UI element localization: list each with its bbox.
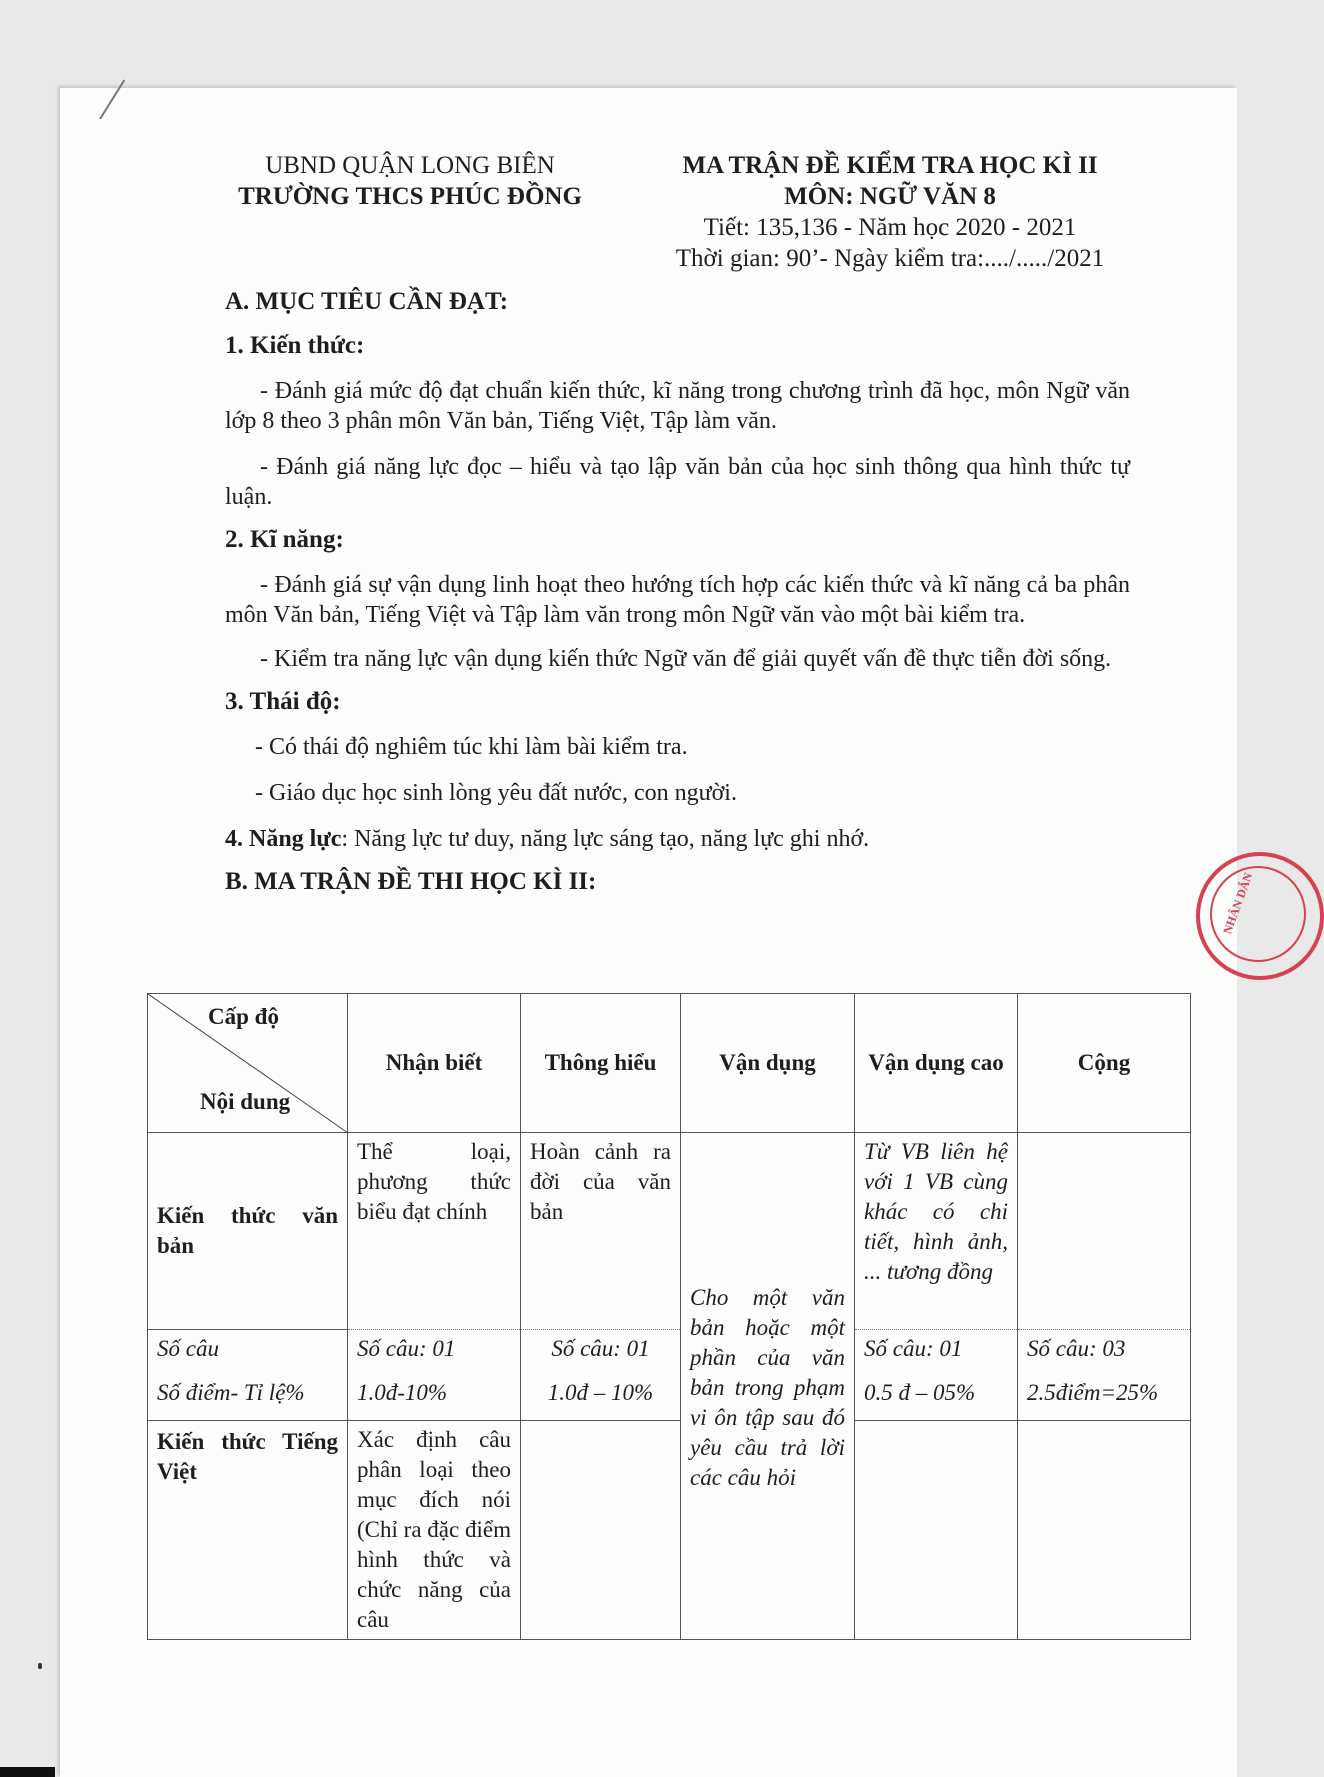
section-a-title: A. MỤC TIÊU CẦN ĐẠT: — [225, 288, 509, 315]
table-header-row — [148, 994, 1191, 1133]
stamp-text: NHÂN DÂN — [1220, 870, 1256, 936]
cell-thong-hieu-2 — [521, 1330, 681, 1421]
cell-cong-3 — [1018, 1421, 1191, 1640]
table-row — [148, 1421, 1191, 1640]
row-label-so-cau — [148, 1330, 348, 1421]
period-year: Tiết: 135,136 - Năm học 2020 - 2021 — [703, 214, 1077, 241]
row-label-tieng-viet: Kiến thức Tiếng Việt — [148, 1421, 348, 1640]
header-van-dung: Vận dụng — [681, 994, 855, 1133]
header-van-dung-cao: Vận dụng cao — [855, 994, 1018, 1133]
red-stamp — [1196, 852, 1324, 980]
skills-title: 2. Kĩ năng: — [225, 526, 344, 553]
header-cong: Cộng — [1018, 994, 1191, 1133]
school-header — [195, 150, 625, 212]
corner-cell — [148, 994, 348, 1133]
nhan-biet-so-cau: Số câu: 01 — [357, 1336, 456, 1361]
cell-van-dung-cao-1: Từ VB liên hệ với 1 VB cùng khác có chi tiết, hình ảnh, ... tương đồng — [855, 1133, 1018, 1330]
skills-p1: - Đánh giá sự vận dụng linh hoạt theo hướng tích hợp các kiến thức và kĩ năng cả ba phân môn Văn bản, Tiếng Việt và Tập làm văn trong môn Ngữ văn vào một bài kiểm tra. — [225, 572, 1130, 628]
knowledge-p2: - Đánh giá năng lực đọc – hiểu và tạo lập văn bản của học sinh thông qua hình thức tự luận. — [225, 454, 1130, 510]
thong-hieu-so-cau: Số câu: 01 — [551, 1336, 650, 1361]
cell-nhan-biet-3: Xác định câu phân loại theo mục đích nói (Chỉ ra đặc điểm hình thức và chức năng của câu — [348, 1421, 521, 1640]
stamp-inner-ring — [1210, 866, 1306, 962]
school-name: TRƯỜNG THCS PHÚC ĐỒNG — [238, 183, 582, 210]
van-dung-cao-so-diem: 0.5 đ – 05% — [864, 1380, 976, 1405]
scan-edge — [0, 1767, 55, 1777]
header-nhan-biet: Nhận biết — [348, 994, 521, 1133]
knowledge-p1: - Đánh giá mức độ đạt chuẩn kiến thức, kĩ năng trong chương trình đã học, môn Ngữ văn lớp 8 theo 3 phân môn Văn bản, Tiếng Việt, Tập làm văn. — [225, 378, 1130, 434]
thong-hieu-so-diem: 1.0đ – 10% — [547, 1380, 654, 1405]
cell-nhan-biet-2 — [348, 1330, 521, 1421]
cell-nhan-biet-1: Thể loại, phương thức biểu đạt chính — [348, 1133, 521, 1330]
cong-so-diem: 2.5điểm=25% — [1027, 1380, 1159, 1405]
ink-dot — [38, 1663, 42, 1669]
section-b-title: B. MA TRẬN ĐỀ THI HỌC KÌ II: — [225, 868, 597, 895]
cell-van-dung-cao-2 — [855, 1330, 1018, 1421]
label-so-cau: Số câu — [157, 1336, 219, 1361]
cell-cong-1 — [1018, 1133, 1191, 1330]
attitude-l2: - Giáo dục học sinh lòng yêu đất nước, con người. — [255, 780, 737, 806]
cell-thong-hieu-1: Hoàn cảnh ra đời của văn bản — [521, 1133, 681, 1330]
van-dung-cao-so-cau: Số câu: 01 — [864, 1336, 963, 1361]
nhan-biet-so-diem: 1.0đ-10% — [357, 1380, 448, 1405]
knowledge-title: 1. Kiến thức: — [225, 332, 365, 359]
row-label-van-ban: Kiến thức văn bản — [148, 1133, 348, 1330]
cell-van-dung-cao-3 — [855, 1421, 1018, 1640]
exam-header — [630, 150, 1150, 274]
document-body — [225, 288, 1130, 896]
table-row — [148, 1330, 1191, 1421]
cell-thong-hieu-3 — [521, 1421, 681, 1640]
district-name: UBND QUẬN LONG BIÊN — [265, 152, 555, 179]
attitude-title: 3. Thái độ: — [225, 688, 341, 715]
attitude-l1: - Có thái độ nghiêm túc khi làm bài kiểm tra. — [255, 734, 688, 760]
exam-time: Thời gian: 90’- Ngày kiểm tra:..../...../2021 — [675, 245, 1105, 272]
competence-label: 4. Năng lực — [225, 826, 342, 852]
exam-title: MA TRẬN ĐỀ KIỂM TRA HỌC KÌ II — [682, 152, 1098, 179]
skills-p2: - Kiểm tra năng lực vận dụng kiến thức Ngữ văn để giải quyết vấn đề thực tiễn đời sống. — [260, 646, 1112, 672]
corner-top-label: Cấp độ — [208, 1004, 279, 1029]
competence — [225, 824, 1130, 854]
exam-matrix-table — [147, 993, 1191, 1640]
cell-cong-2 — [1018, 1330, 1191, 1421]
header-thong-hieu: Thông hiểu — [521, 994, 681, 1133]
competence-text: : Năng lực tư duy, năng lực sáng tạo, năng lực ghi nhớ. — [341, 826, 870, 852]
subject: MÔN: NGỮ VĂN 8 — [784, 183, 996, 210]
cong-so-cau: Số câu: 03 — [1027, 1336, 1126, 1361]
cell-van-dung-1: Cho một văn bản hoặc một phần của văn bản trong phạm vi ôn tập sau đó yêu cầu trả lời các câu hỏi — [681, 1133, 855, 1640]
label-so-diem: Số điểm- Tỉ lệ% — [157, 1380, 305, 1405]
corner-bottom-label: Nội dung — [200, 1089, 291, 1114]
table-row — [148, 1133, 1191, 1330]
